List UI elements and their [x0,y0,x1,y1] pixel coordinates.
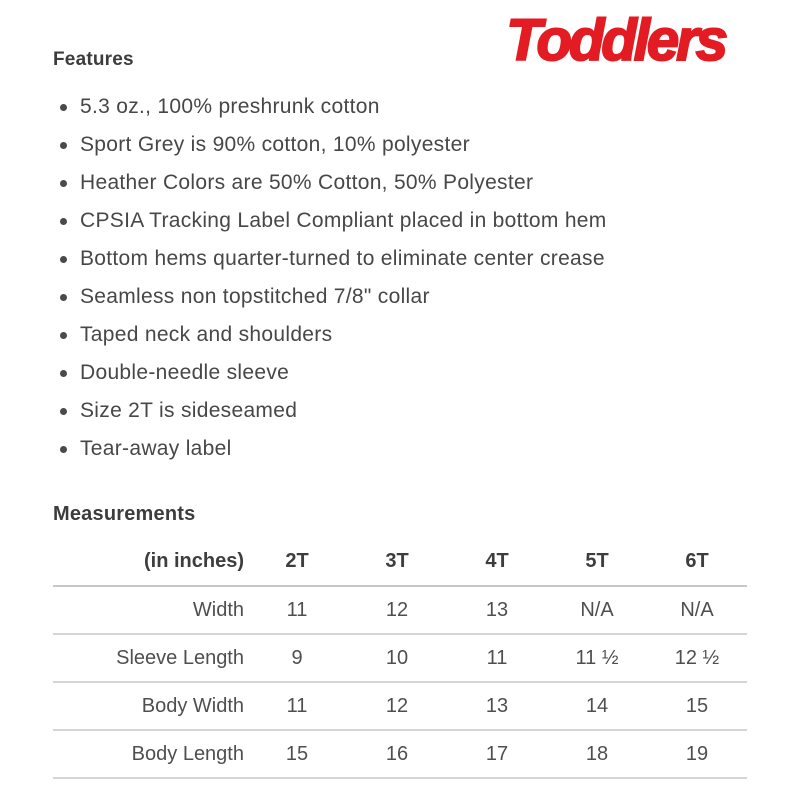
table-cell: 11 [447,634,547,682]
feature-item [53,202,747,240]
feature-text: Bottom hems quarter-turned to eliminate center crease [80,247,605,270]
row-label: Body Width [53,682,247,730]
column-header-2t: 2T [247,537,347,586]
feature-text: Sport Grey is 90% cotton, 10% polyester [80,133,470,156]
bullet-icon [60,370,67,377]
feature-item [53,430,747,468]
row-label: Width [53,586,247,634]
table-row-body-width [53,682,747,730]
column-header-4t: 4T [447,537,547,586]
bullet-icon [60,332,67,339]
feature-item [53,354,747,392]
table-cell: 11 [247,682,347,730]
column-header-3t: 3T [347,537,447,586]
table-row-width [53,586,747,634]
feature-item [53,126,747,164]
feature-text: Seamless non topstitched 7/8" collar [80,285,430,308]
feature-item [53,316,747,354]
column-header-units: (in inches) [53,537,247,586]
row-label: Sleeve Length [53,634,247,682]
feature-text: 5.3 oz., 100% preshrunk cotton [80,95,380,118]
bullet-icon [60,408,67,415]
table-cell: 14 [547,682,647,730]
table-cell: 11 [247,586,347,634]
bullet-icon [60,256,67,263]
bullet-icon [60,142,67,149]
feature-item [53,278,747,316]
table-cell: 13 [447,682,547,730]
feature-text: CPSIA Tracking Label Compliant placed in bottom hem [80,209,607,232]
table-cell: 18 [547,730,647,778]
table-row-body-length [53,730,747,778]
measurements-table [53,537,747,779]
column-header-5t: 5T [547,537,647,586]
table-cell: 10 [347,634,447,682]
table-cell: 15 [247,730,347,778]
table-header-row [53,537,747,586]
table-cell: 11 ½ [547,634,647,682]
table-cell: 12 [347,586,447,634]
table-row-sleeve-length [53,634,747,682]
table-cell: 9 [247,634,347,682]
bullet-icon [60,294,67,301]
brand-logo: Toddlers [506,8,725,73]
table-cell: 15 [647,682,747,730]
feature-item [53,88,747,126]
table-cell: 19 [647,730,747,778]
table-cell: N/A [647,586,747,634]
features-list [53,88,747,468]
features-title: Features [53,49,134,70]
table-cell: 17 [447,730,547,778]
feature-item [53,164,747,202]
bullet-icon [60,218,67,225]
feature-text: Heather Colors are 50% Cotton, 50% Polyester [80,171,534,194]
feature-item [53,240,747,278]
table-cell: 12 [347,682,447,730]
measurements-title: Measurements [53,503,196,525]
page-header [53,0,747,88]
table-cell: 16 [347,730,447,778]
column-header-6t: 6T [647,537,747,586]
table-cell: 12 ½ [647,634,747,682]
feature-text: Tear-away label [80,437,232,460]
row-label: Body Length [53,730,247,778]
feature-text: Taped neck and shoulders [80,323,333,346]
bullet-icon [60,180,67,187]
table-cell: 13 [447,586,547,634]
table-cell: N/A [547,586,647,634]
bullet-icon [60,446,67,453]
feature-item [53,392,747,430]
bullet-icon [60,104,67,111]
feature-text: Double-needle sleeve [80,361,290,384]
feature-text: Size 2T is sideseamed [80,399,298,422]
